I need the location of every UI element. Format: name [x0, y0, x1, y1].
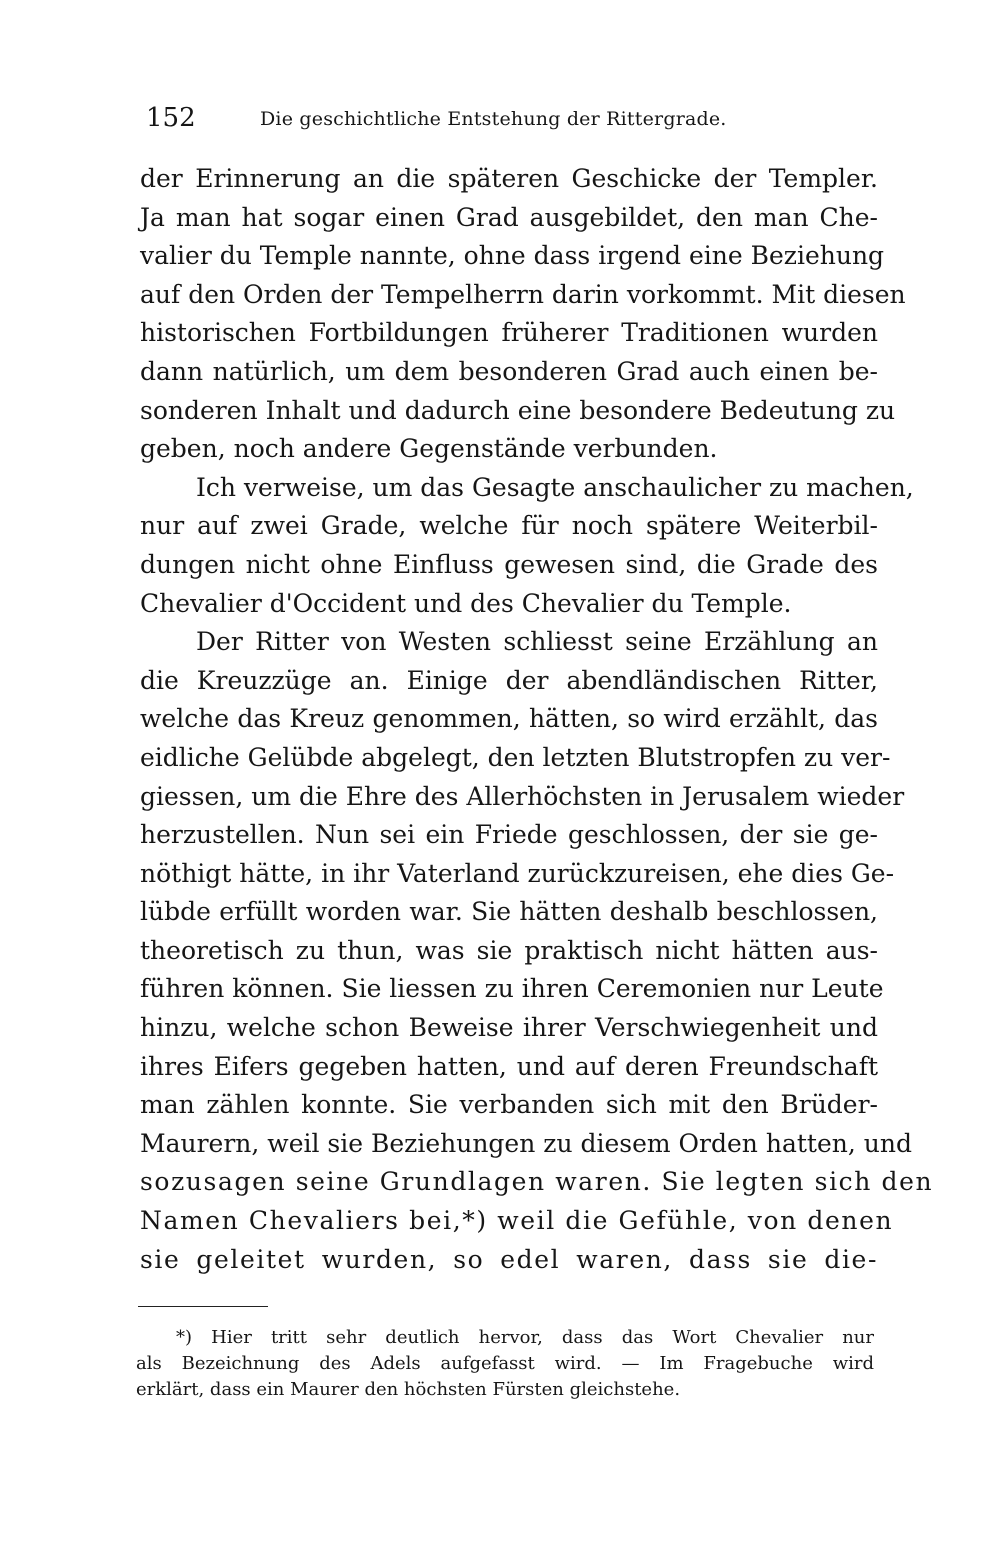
footnote: [136, 1325, 874, 1403]
text-line: sie geleitet wurden, so edel waren, dass sie die-: [140, 1244, 878, 1274]
running-head: [146, 100, 876, 140]
text-line: auf den Orden der Tempelherrn darin vorkommt. Mit diesen: [140, 279, 906, 309]
text-line: Chevalier d'Occident und des Chevalier du Temple.: [140, 588, 792, 618]
text-line: welche das Kreuz genommen, hätten, so wird erzählt, das: [140, 704, 878, 734]
text-line: der Erinnerung an die späteren Geschicke der Templer.: [140, 164, 878, 193]
text-line: sonderen Inhalt und dadurch eine besondere Bedeutung zu: [140, 395, 896, 425]
paragraph-2: [140, 469, 914, 623]
page-number: 152: [146, 103, 196, 133]
text-line: Namen Chevaliers bei,*) weil die Gefühle, von denen: [140, 1206, 894, 1236]
text-line: valier du Temple nannte, ohne dass irgend eine Beziehung: [140, 241, 885, 271]
text-line: Ja man hat sogar einen Grad ausgebildet, den man Che-: [140, 202, 878, 232]
running-head-title: Die geschichtliche Entstehung der Rittergrade.: [260, 108, 727, 130]
text-line: die Kreuzzüge an. Einige der abendländischen Ritter,: [140, 665, 878, 695]
footnote-line: *) Hier tritt sehr deutlich hervor, dass das Wort Chevalier nur: [176, 1327, 874, 1348]
text-line: herzustellen. Nun sei ein Friede geschlossen, der sie ge-: [140, 820, 878, 850]
text-line: nur auf zwei Grade, welche für noch spätere Weiterbil-: [140, 511, 878, 541]
text-line: geben, noch andere Gegenstände verbunden.: [140, 434, 718, 464]
body-text: [140, 160, 934, 1279]
text-line: Der Ritter von Westen schliesst seine Erzählung an: [196, 627, 878, 657]
text-line: hinzu, welche schon Beweise ihrer Verschwiegenheit und: [140, 1013, 878, 1043]
text-line: ihres Eifers gegeben hatten, und auf deren Freundschaft: [140, 1051, 878, 1081]
text-line: Maurern, weil sie Beziehungen zu diesem Orden hatten, und: [140, 1128, 912, 1158]
text-line: historischen Fortbildungen früherer Traditionen wurden: [140, 318, 878, 348]
text-line: giessen, um die Ehre des Allerhöchsten in Jerusalem wieder: [140, 781, 905, 811]
text-line: führen können. Sie liessen zu ihren Ceremonien nur Leute: [140, 974, 884, 1004]
paragraph-3: [140, 623, 934, 1279]
text-line: sozusagen seine Grundlagen waren. Sie legten sich den: [140, 1167, 934, 1197]
paragraph-1: [140, 160, 906, 469]
text-line: man zählen konnte. Sie verbanden sich mit den Brüder-: [140, 1090, 878, 1120]
text-line: theoretisch zu thun, was sie praktisch nicht hätten aus-: [140, 935, 878, 965]
text-line: dann natürlich, um dem besonderen Grad auch einen be-: [140, 356, 878, 386]
footnote-line: erklärt, dass ein Maurer den höchsten Fürsten gleichstehe.: [136, 1379, 681, 1400]
text-line: nöthigt hätte, in ihr Vaterland zurückzureisen, ehe dies Ge-: [140, 858, 895, 888]
text-line: dungen nicht ohne Einfluss gewesen sind, die Grade des: [140, 549, 878, 579]
footnote-line: als Bezeichnung des Adels aufgefasst wird. — Im Fragebuche wird: [136, 1353, 874, 1374]
text-line: eidliche Gelübde abgelegt, den letzten Blutstropfen zu ver-: [140, 742, 891, 772]
text-line: lübde erfüllt worden war. Sie hätten deshalb beschlossen,: [140, 897, 878, 927]
text-line: Ich verweise, um das Gesagte anschaulicher zu machen,: [196, 472, 914, 502]
footnote-divider: [138, 1306, 268, 1307]
